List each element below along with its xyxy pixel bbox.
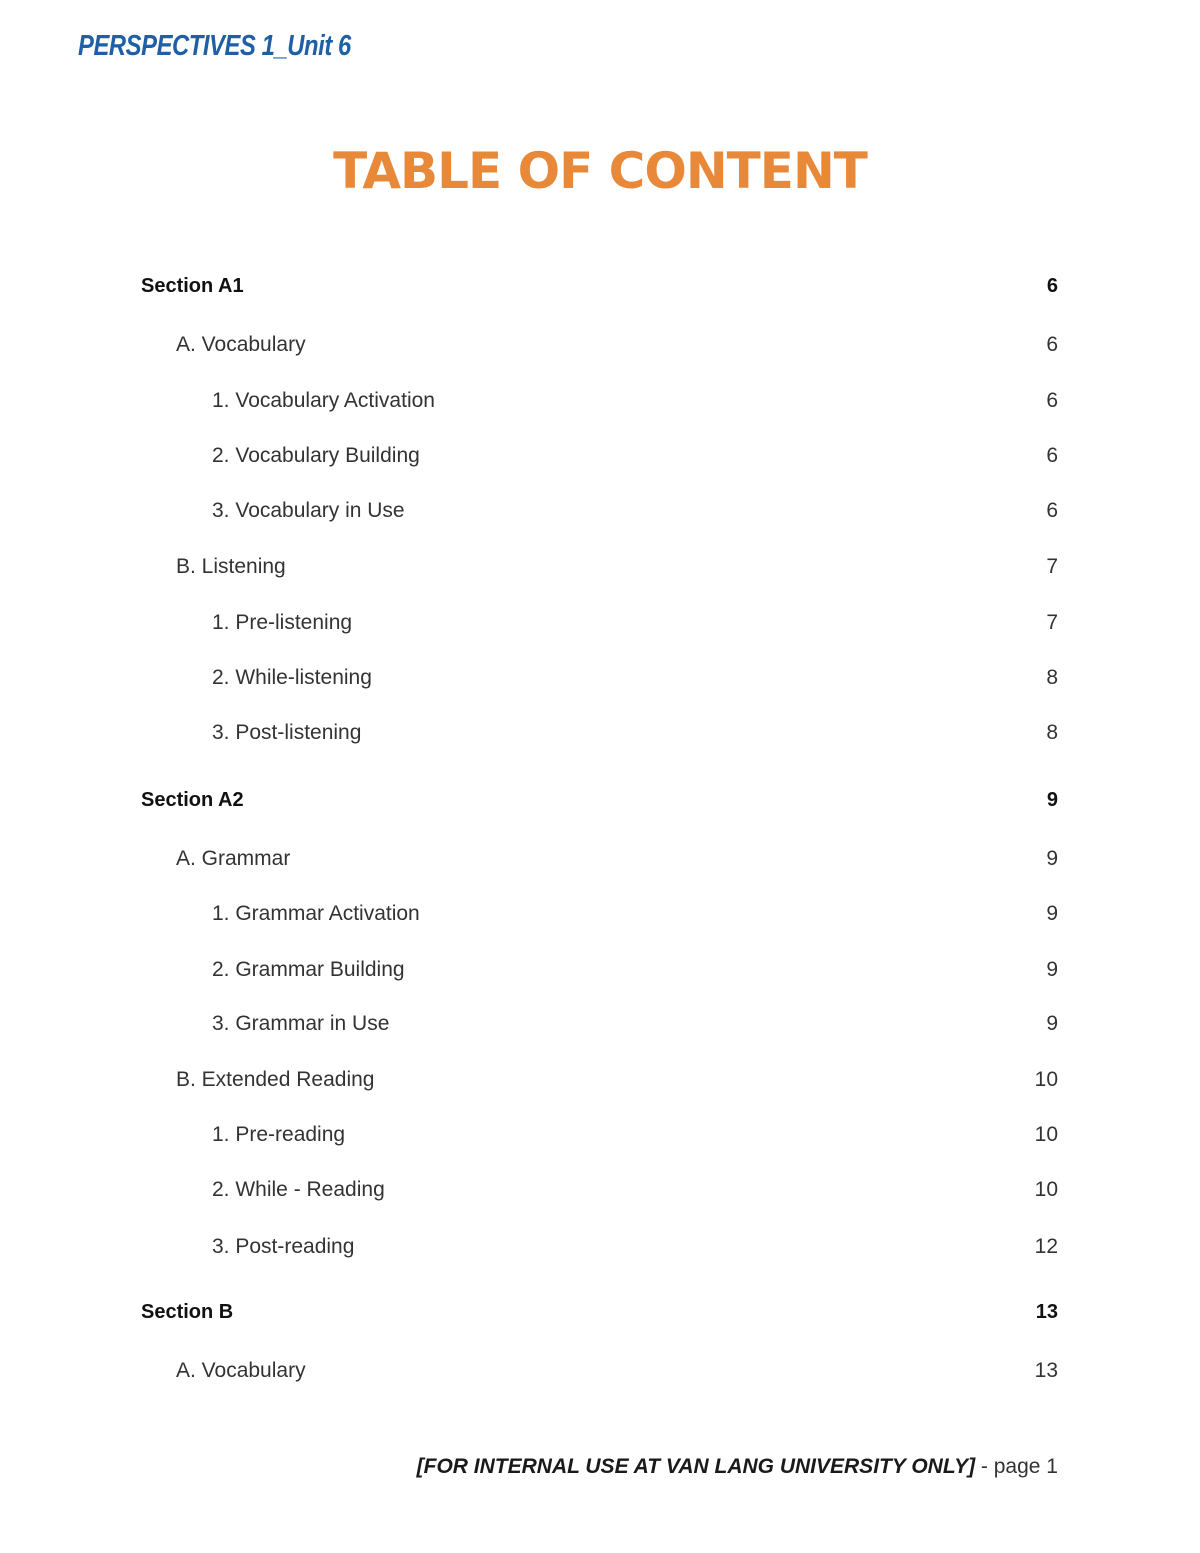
toc-entry[interactable] [0,1068,1200,1098]
footer-notice: [FOR INTERNAL USE AT VAN LANG UNIVERSITY ONLY] [416,1455,976,1478]
toc-entry[interactable] [0,1178,1200,1208]
toc-entry[interactable] [0,847,1200,877]
toc-entry-label: 2. Grammar Building [212,958,405,981]
toc-entry-page-number: 10 [1034,1123,1058,1146]
toc-entry-page-number: 6 [1046,333,1058,356]
page-title: TABLE OF CONTENT [333,142,867,200]
toc-entry-label: Section B [141,1301,234,1323]
toc-entry[interactable] [0,389,1200,419]
toc-entry[interactable] [0,1359,1200,1389]
toc-entry-page-number: 9 [1046,847,1058,870]
toc-entry-label: Section A2 [141,789,244,811]
toc-entry-page-number: 12 [1034,1235,1058,1258]
toc-entry[interactable] [0,902,1200,932]
toc-entry[interactable] [0,499,1200,529]
toc-entry-label: 1. Pre-listening [212,611,353,634]
toc-entry-page-number: 9 [1046,958,1058,981]
toc-entry-page-number: 6 [1046,275,1058,297]
toc-entry-label: 3. Vocabulary in Use [212,499,405,522]
toc-entry-page-number: 6 [1046,444,1058,467]
toc-entry-page-number: 6 [1046,389,1058,412]
toc-entry-label: 2. While-listening [212,666,372,689]
toc-entry-label: 1. Grammar Activation [212,902,420,925]
toc-entry-label: 2. Vocabulary Building [212,444,420,467]
toc-entry-label: 3. Post-reading [212,1235,355,1258]
toc-entry[interactable] [0,789,1200,819]
toc-entry-page-number: 9 [1046,1012,1058,1035]
toc-entry-label: A. Vocabulary [176,333,306,356]
toc-entry-page-number: 13 [1035,1301,1058,1323]
toc-entry-label: B. Extended Reading [176,1068,375,1091]
toc-entry[interactable] [0,1012,1200,1042]
toc-entry-page-number: 7 [1046,555,1058,578]
toc-entry-label: 3. Grammar in Use [212,1012,390,1035]
toc-entry[interactable] [0,555,1200,585]
toc-entry[interactable] [0,275,1200,305]
toc-entry[interactable] [0,333,1200,363]
toc-entry[interactable] [0,721,1200,751]
toc-entry-page-number: 8 [1046,721,1058,744]
toc-entry-page-number: 13 [1034,1359,1058,1382]
toc-entry-label: A. Vocabulary [176,1359,306,1382]
toc-entry-label: Section A1 [141,275,244,297]
page-footer [417,1455,1058,1479]
toc-entry[interactable] [0,444,1200,474]
toc-entry-page-number: 9 [1046,902,1058,925]
toc-entry[interactable] [0,666,1200,696]
toc-entry[interactable] [0,1123,1200,1153]
toc-entry[interactable] [0,1301,1200,1331]
toc-entry[interactable] [0,611,1200,641]
toc-entry-label: 1. Vocabulary Activation [212,389,435,412]
toc-entry[interactable] [0,958,1200,988]
toc-entry-page-number: 9 [1046,789,1058,811]
toc-entry-page-number: 10 [1034,1178,1058,1201]
toc-entry-page-number: 7 [1046,611,1058,634]
document-header-title: PERSPECTIVES 1_Unit 6 [78,30,351,62]
toc-entry-page-number: 6 [1046,499,1058,522]
toc-entry-label: A. Grammar [176,847,291,870]
toc-entry-label: 1. Pre-reading [212,1123,346,1146]
toc-entry-label: 3. Post-listening [212,721,362,744]
toc-entry-label: 2. While - Reading [212,1178,385,1201]
toc-entry[interactable] [0,1235,1200,1265]
toc-entry-label: B. Listening [176,555,286,578]
toc-entry-page-number: 8 [1046,666,1058,689]
footer-page-number: - page 1 [975,1455,1058,1478]
toc-entry-page-number: 10 [1034,1068,1058,1091]
